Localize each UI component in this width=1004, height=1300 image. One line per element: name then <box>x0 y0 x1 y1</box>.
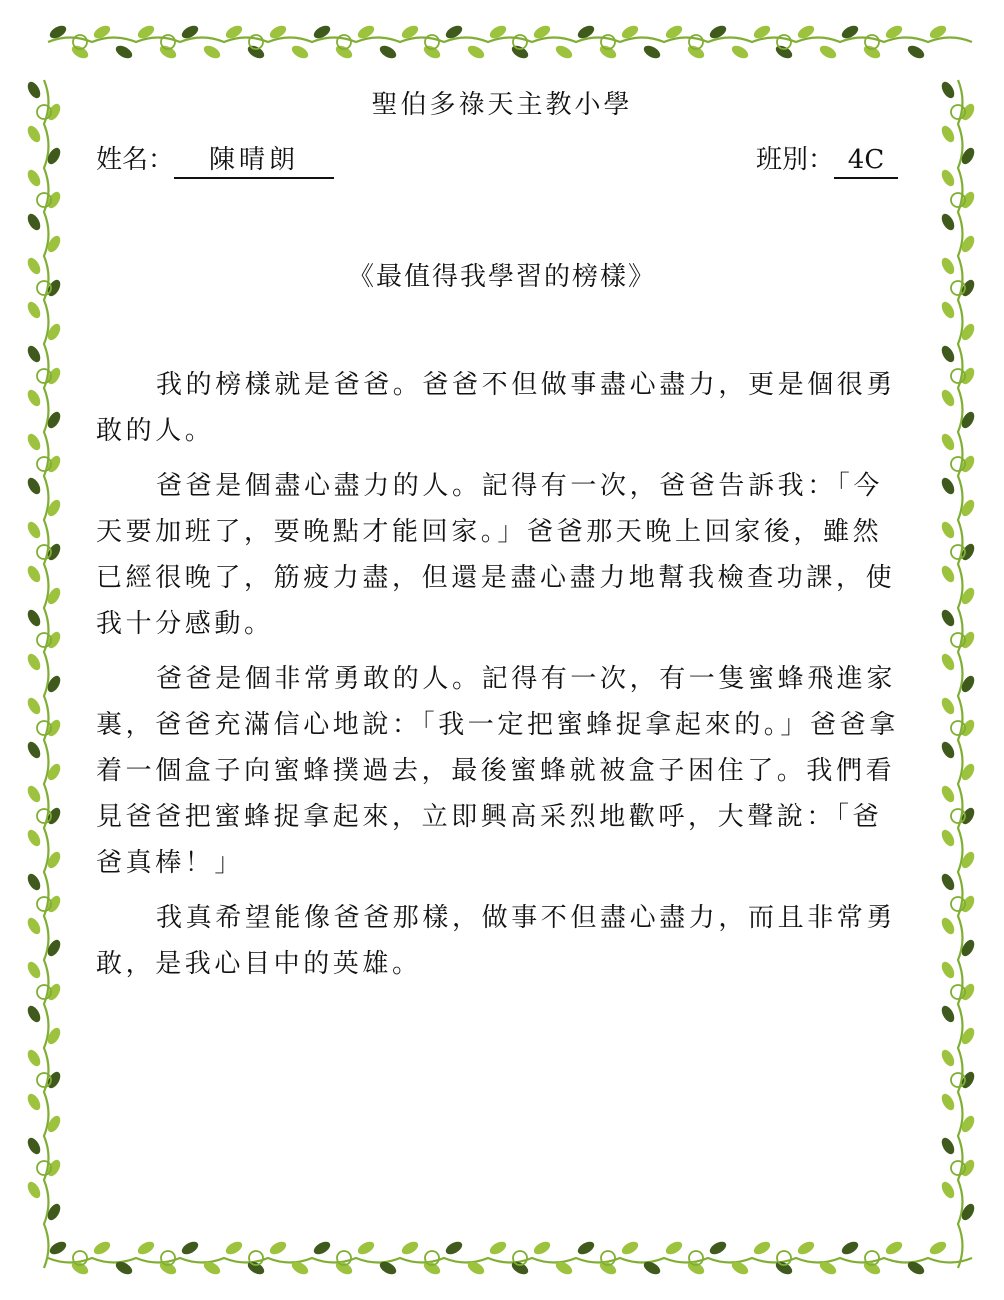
leaf <box>928 1239 949 1257</box>
leaf <box>25 1136 43 1157</box>
essay-title: 《最值得我學習的榜樣》 <box>347 262 656 292</box>
class-line <box>756 140 898 180</box>
leaf <box>939 520 957 541</box>
essay-paragraph: 我的榜樣就是爸爸。爸爸不但做事盡心盡力，更是個很勇敢的人。 <box>96 370 897 446</box>
leaf <box>70 43 91 61</box>
name-label: 姓名： <box>96 145 175 175</box>
leaf <box>939 564 957 585</box>
leaf <box>25 564 43 585</box>
class-label: 班別： <box>755 145 834 175</box>
leaf <box>939 212 957 233</box>
student-name-value: 陳晴朗 <box>174 143 334 179</box>
leaf <box>25 80 43 101</box>
leaf <box>25 652 43 673</box>
class-value: 4C <box>834 143 898 179</box>
leaf <box>25 784 43 805</box>
essay-page <box>96 0 908 1300</box>
leaf <box>25 960 43 981</box>
leaf <box>939 740 957 761</box>
leaf <box>939 476 957 497</box>
leaf <box>25 300 43 321</box>
leaf <box>25 256 43 277</box>
leaf <box>25 828 43 849</box>
leaf <box>25 916 43 937</box>
leaf <box>25 740 43 761</box>
leaf <box>939 828 957 849</box>
leaf <box>25 608 43 629</box>
leaf <box>25 696 43 717</box>
essay-paragraph: 爸爸是個盡心盡力的人。記得有一次，爸爸告訴我：「今天要加班了，要晚點才能回家。」爸爸那天晚上回家後，雖然已經很晚了，筋疲力盡，但還是盡心盡力地幫我檢查功課，使我十分感動。 <box>96 471 896 639</box>
leaf <box>939 1092 957 1113</box>
leaf <box>25 1048 43 1069</box>
leaf <box>25 476 43 497</box>
leaf <box>939 168 957 189</box>
essay-paragraph: 爸爸是個非常勇敢的人。記得有一次，有一隻蜜蜂飛進家裏，爸爸充滿信心地說：「我一定把蜜蜂捉拿起來的。」爸爸拿着一個盒子向蜜蜂撲過去，最後蜜蜂就被盒子困住了。我們看見爸爸把蜜蜂捉拿起來，立即興高采烈地歡呼，大聲說：「爸爸真棒！」 <box>96 664 899 878</box>
leaf <box>939 608 957 629</box>
leaf <box>939 344 957 365</box>
leaf <box>939 432 957 453</box>
leaf <box>939 80 957 101</box>
leaf <box>25 124 43 145</box>
leaf <box>939 1180 957 1201</box>
leaf <box>939 784 957 805</box>
vine-stem <box>44 80 49 1268</box>
leaf <box>25 168 43 189</box>
leaf <box>939 1136 957 1157</box>
leaf <box>25 520 43 541</box>
leaf <box>939 1004 957 1025</box>
vine-stem <box>958 80 963 1268</box>
leaf <box>25 432 43 453</box>
leaf <box>25 872 43 893</box>
leaf <box>939 872 957 893</box>
leaf <box>25 212 43 233</box>
school-name: 聖伯多祿天主教小學 <box>371 90 633 120</box>
student-name-line <box>96 140 334 180</box>
leaf <box>939 696 957 717</box>
leaf <box>25 388 43 409</box>
leaf <box>939 256 957 277</box>
leaf <box>25 344 43 365</box>
leaf <box>906 43 927 61</box>
leaf <box>25 1004 43 1025</box>
leaf <box>48 1239 69 1257</box>
leaf <box>939 1048 957 1069</box>
leaf <box>939 124 957 145</box>
leaf <box>939 960 957 981</box>
leaf <box>939 652 957 673</box>
leaf <box>939 300 957 321</box>
leaf <box>25 1180 43 1201</box>
leaf <box>25 1092 43 1113</box>
leaf <box>939 388 957 409</box>
leaf <box>939 916 957 937</box>
essay-paragraph: 我真希望能像爸爸那樣，做事不但盡心盡力，而且非常勇敢，是我心目中的英雄。 <box>96 903 897 979</box>
essay-body <box>96 362 908 996</box>
